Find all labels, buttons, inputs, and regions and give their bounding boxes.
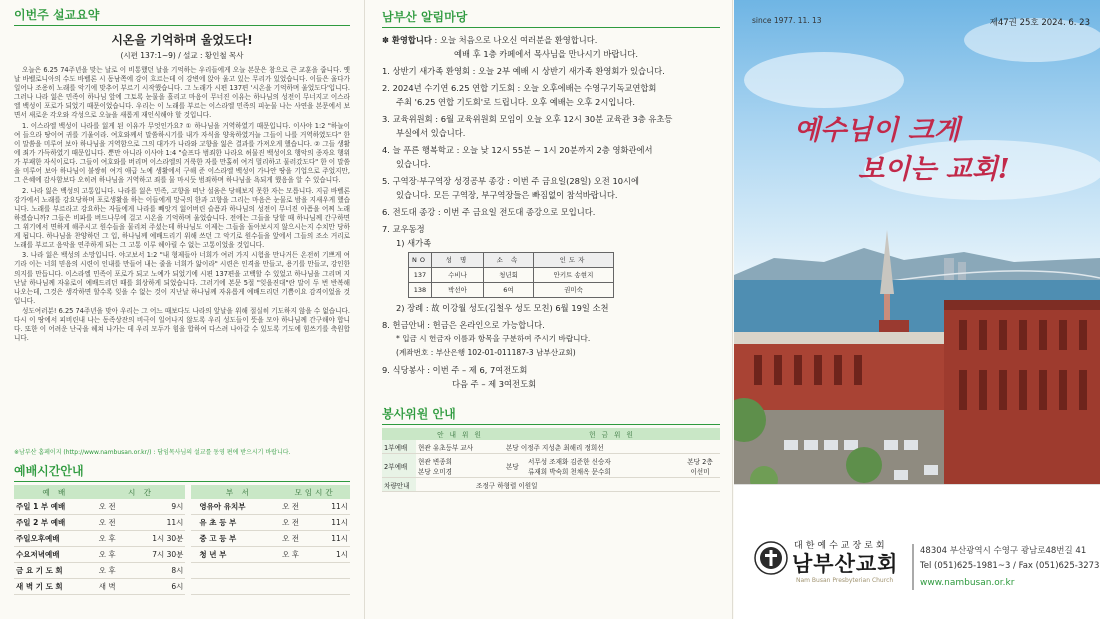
volunteers-header: 봉사위원 안내 [382,405,720,425]
worship-dtime: 11시 [315,499,350,515]
worship-dept: 청 년 부 [188,547,280,563]
col-header: 소 속 [483,253,533,268]
church-seal-icon [754,541,788,575]
col-header: 모임시간 [280,485,350,499]
notice-number: 6. [382,207,393,217]
notice-item [382,174,720,202]
worship-row [14,531,350,547]
worship-ampm: 오 전 [97,515,129,531]
sermon-paragraph: 2. 나라 잃은 백성의 고통입니다. 나라를 잃은 민족, 고향을 떠난 설움은 당해보지 못한 자는 모릅니다. 지금 바벨론 강가에서 노래를 강요당하며 포로생활을 하는 이들에게 망국의 한과 고향을 그리는 마음은 눈물로 밤을 지새우게 했습니다. 노래를 부르라고 강요하는 자들에게 나라를 빼앗겨 잃어버린 슬픔과 하나님의 성전이 무너진 아픔을 어찌 노래하겠습니까? 그들은 비파를 버드나무에 걸고 시온을 기억하며 울었습니다. 전에는 그들을 당할 때 하나님께 간구하면 그 위기에서 면하게 해주시고 원수들을 물리쳐 주셨는데 하나님도 이제는 그들을 돌아보시지 않으시는지 수치만 당하게 됩니다. 하나님을 찬양하던 그 입, 하나님께 예배드리기 위해 쓰던 그 악기로 원수들을 앞에서 그들의 조소 거리로 노래를 부르고 음악을 연주하게 되는 그 고통 이루 헤아릴 수 없는 고통이었을 것입니다. [14,186,350,249]
welcome-text-2: 예배 후 1층 카페에서 목사님을 만나시기 바랍니다. [454,49,639,59]
usher-line: 현관 변종희 [418,457,452,466]
usher-line: 본당 오미경 [418,467,452,476]
new-family-cell: 권미숙 [533,283,613,298]
cover-panel [734,0,1100,619]
funeral-notice: 2) 장례 : 故 이강월 성도(김철우 성도 모친) 6월 19일 소천 [396,303,609,313]
worship-row [14,515,350,531]
worship-name: 새 벽 기 도 회 [14,579,97,595]
col-header: 인도자 [533,253,613,268]
notice-line: 있습니다. [396,159,431,169]
worship-ampm: 오 후 [97,563,129,579]
col-header [382,428,416,440]
notice-number: 2. [382,83,393,93]
notice-text [382,81,720,95]
worship-time: 11시 [129,515,188,531]
new-family-cell: 수비나 [431,268,483,283]
worship-name: 주일 2 부 예배 [14,515,97,531]
worship-dept: 유 초 등 부 [188,515,280,531]
row-label: 2부예배 [382,454,416,478]
worship-dampm: 오 전 [280,531,315,547]
col-header: 시 간 [97,485,189,499]
new-family-row [409,283,614,298]
notice-text [382,205,720,219]
row-label: 1부예배 [382,440,416,454]
vehicle-cell: 조정구 하형렬 이원일 [416,478,720,492]
welcome-label: ✽ 환영합니다 [382,35,432,45]
denomination: 대한예수교장로회 [794,541,888,551]
worship-row [14,579,350,595]
website-link[interactable]: www.nambusan.or.kr [920,578,1015,588]
sermon-paragraph: 1. 이스라엘 백성이 나라를 잃게 된 이유가 무엇인가요? ① 하나님을 거역하였기 때문입니다. 이사야 1:2 "하늘이여 들으라 땅이여 귀를 기울이라. 여호와께서 말씀하시기를 내가 자식을 양육하였거늘 그들이 나를 거역하였도다" 한 이 말씀을 미루어 보아 하나님을 거역함으로 그의 대가가 나라와 고향을 잃은 결과를 가져오게 했습니다. ② 그들 생활에 죄가 가득하였기 때문입니다. 뿐만 아니라 이사야 1:4 "슬프다 범죄한 나라요 허물진 백성이요 행악의 종자요 행위가 부패한 자식이로다. 그들이 여호와를 버리며 이스라엘의 거룩한 자를 만홀히 여겨 멀리하고 물러갔도다" 한 이 말씀을 미루어 보아 하나님이 불쌍히 여겨 애급 노예 생활에서 구해 준 이스라엘 백성이 가나안 땅을 기업으로 주었지만, 그 은혜에 감사함보다 오히려 하나님을 거역하고 죄를 물 마시듯 범죄하며 하나님을 욕되게 했음을 알 수 있습니다. [14,121,350,185]
notice-item [382,81,720,109]
notice-item [382,205,720,219]
welcome-notice [382,33,720,61]
offering-cell [680,454,720,478]
notice-line: 있습니다. 모든 구역장, 부구역장들은 빠짐없이 참석바랍니다. [396,190,618,200]
church-name-en: Nam Busan Presbyterian Church [796,577,894,584]
notice-text [382,174,720,188]
sermon-subtitle: (시편 137:1~9) / 설교 : 황인철 목사 [120,51,244,60]
notice-item [382,112,720,140]
newfamily-label: 1) 새가족 [396,238,432,248]
notice-text [382,143,720,157]
worship-ampm: 오 후 [97,531,129,547]
notice-line: 교육위원회 : 6월 교육위원회 모임이 오늘 오후 12시 30분 교육관 3층 유초등 [392,114,673,124]
slogan-line-2: 보이는 교회! [858,154,1010,185]
worship-dept [188,563,280,579]
row-label: 차량안내 [382,478,416,492]
col-header: 부 서 [188,485,280,499]
notice-number: 5. [382,176,393,186]
notice-line: 주최 '6.25 연합 기도회'로 드립니다. 오후 예배는 오후 2시입니다. [396,97,636,107]
worship-dampm: 오 전 [280,499,315,515]
sermon-panel [0,0,365,619]
notice-line: 늘 푸른 행복학교 : 오늘 낮 12시 55분 ~ 1시 20분까지 2층 영화관에서 [392,145,653,155]
new-family-cell: 박선아 [431,283,483,298]
offering-cell: 본당 이정주 지성춘 최해리 정희선 [504,440,720,454]
notice-item: 7. 교우동정 [382,224,425,234]
worship-ampm: 새 벽 [97,579,129,595]
worship-dtime: 11시 [315,515,350,531]
issue-info: 제47권 25호 2024. 6. 23 [989,18,1090,28]
usher-cell: 현관 유초등부 교사 [416,440,504,454]
usher-cell [416,454,504,478]
worship-name: 수요저녁예배 [14,547,97,563]
notice-text [382,64,720,78]
new-family-cell: 138 [409,283,432,298]
worship-time: 9시 [129,499,188,515]
worship-dept: 영유아 유치부 [188,499,280,515]
offering-line: 이선미 [690,467,710,476]
worship-dampm [280,563,315,579]
worship-time: 7시 30분 [129,547,188,563]
col-header: 안 내 위 원 [416,428,504,440]
notices-header: 남부산 알림마당 [382,8,720,28]
new-family-row [409,268,614,283]
col-header: 예 배 [14,485,97,499]
worship-table [14,485,350,595]
new-family-cell: 6여 [483,283,533,298]
notice-item-cont: 다음 주 – 제 3여전도회 [452,379,537,389]
notice-line: 부실에서 있습니다. [396,128,466,138]
volunteers-table [382,428,720,492]
notice-line: 구역장·부구역장 성경공부 종강 : 이번 주 금요일(28일) 오전 10시에 [392,176,640,186]
notice-item [382,64,720,78]
notice-item: 8. 헌금안내 : 헌금은 온라인으로 가능합니다. [382,320,545,330]
worship-time: 1시 30분 [129,531,188,547]
offering-line: 서무성 조재화 김준한 신승자 [528,457,611,466]
sermon-paragraph: 오늘은 6.25 74주년을 맞는 날로 이 비통했던 날을 기억하는 우리들에게 오늘 본문은 참으로 큰 교훈을 줍니다. 옛날 바벨로니아의 수도 바벨론 시 동남쪽에 강이 흐르는데 이 강변에 앉아 울고 있는 무리가 있었습니다. 이들은 울다가 일어나 조용히 노래를 악기에 맞추어 부르기 시작했습니다. 그 노래가 시편 137편 '시온을 기억하며 울었도다'입니다. 그러나 나라 잃은 민족이 하나님 앞에 그토록 눈물을 흘리고 마음이 무너진 이유는 하나님의 성전이 무너지고 이스라엘 백성이 포로가 되었기 때문이었습니다. 우리는 이 노래를 부르는 이스라엘 민족의 피눈물 나는 사연을 본문에서 보면서 새로운 각오와 각성으로 오늘을 새롭게 재인식해야 할 것입니다. [14,66,350,120]
worship-row [14,563,350,579]
sermon-paragraph: 성도여러분! 6.25 74주년을 맞아 우리는 그 어느 때보다도 나라의 앞날을 위해 절실히 기도하지 않을 수 없습니다. 다시 이 땅에서 피비린내 나는 동족상잔의 비극이 일어나지 않도록 우리 성도들이 뜻을 모아 하나님께 간구해야 합니다. 또한 이 어려운 난국을 헤쳐 나가는 데 우리 모두가 힘을 합하여 다스려 나아갈 수 있도록 기도에 힘쓰기를 축원합니다. [14,307,350,343]
worship-dtime [315,563,350,579]
notice-text [382,112,720,126]
worship-name: 주일오후예배 [14,531,97,547]
worship-time: 8시 [129,563,188,579]
new-family-table [408,252,614,298]
homepage-note[interactable]: ※남부산 홈페이지 (http://www.nambusan.or.kr/) : 담임목사님의 설교를 동영 편에 받으시기 바랍니다. [14,449,291,456]
worship-row [14,547,350,563]
worship-dept: 중 고 등 부 [188,531,280,547]
sermon-title: 시온을 기억하며 울었도다! [111,33,253,47]
col-header: NO [409,253,432,268]
phone-fax: Tel (051)625-1981~3 / Fax (051)625-3273 [920,561,1100,571]
offering-line: 본당 2층 [687,457,713,466]
welcome-text: : 오늘 처음으로 나오신 여러분을 환영합니다. [431,35,598,45]
notice-item: 9. 식당봉사 : 이번 주 – 제 6, 7여전도회 [382,365,528,375]
offering-line: 류재희 박숙희 천채옥 문수희 [528,467,611,476]
notice-number: 4. [382,145,393,155]
address: 48304 부산광역시 수영구 광남로48번길 41 [920,546,1087,556]
worship-dtime: 11시 [315,531,350,547]
offering-cell [526,454,680,478]
notice-number: 1. [382,66,393,76]
church-photo [734,0,1100,500]
worship-row [14,499,350,515]
notice-line: 상반기 새가족 환영회 : 오늘 2부 예배 시 상반기 새가족 환영회가 있습니다. [392,66,665,76]
sermon-body [14,66,350,444]
notice-item [382,143,720,171]
worship-time: 6시 [129,579,188,595]
new-family-cell: 안키트 송현지 [533,268,613,283]
offering-location: 본당 [504,454,526,478]
notice-number: 3. [382,114,393,124]
since-date: since 1977. 11. 13 [752,16,822,25]
divider [912,544,914,590]
worship-dampm: 오 전 [280,515,315,531]
col-header: 헌 금 위 원 [504,428,720,440]
worship-ampm: 오 후 [97,547,129,563]
worship-dtime [315,579,350,595]
worship-dept [188,579,280,595]
worship-dampm: 오 후 [280,547,315,563]
worship-header: 예배시간안내 [14,462,350,482]
new-family-cell: 137 [409,268,432,283]
worship-ampm: 오 전 [97,499,129,515]
worship-name: 주일 1 부 예배 [14,499,97,515]
bank-account: (계좌번호 : 부산은행 102-01-011187-3 남부산교회) [396,348,576,357]
notice-line: 2024년 수기연 6.25 연합 기도회 : 오늘 오후에배는 수영구기독교연합회 [392,83,657,93]
col-header: 성 명 [431,253,483,268]
new-family-cell: 청년회 [483,268,533,283]
sermon-paragraph: 3. 나라 잃은 백성의 소망입니다. 야고보서 1:2 "내 형제들아 너희가 여러 가지 시험을 만나거든 온전히 기쁘게 여기라 이는 너희 믿음의 시련이 인내를 만들어 내는 줄을 너희가 앎이라" 시련은 인격을 만들고, 용기를 만들고, 강인한 의지를 만듭니다. 이스라엘 민족이 포로가 되고 노예가 되었기에 시편 137편을 고백할 수 있었고 하나님을 그리며 지난날 하나님께 자유로이 예배드리던 때를 회상하게 되었습니다. 그러기에 본문 5절 "잊을진대"란 말이 두 번 반복해 나오는데, 그것은 생각하면 할수록 잊을 수 없는 것이 지난날 하나님께 자유롭게 예배드리던 기쁨이요 감격이었을 것입니다. [14,251,350,305]
worship-dampm [280,579,315,595]
offering-note: * 입금 시 헌금자 이름과 항목을 구분하여 주시기 바랍니다. [396,334,591,343]
notices-panel [366,0,733,619]
worship-dtime: 1시 [315,547,350,563]
notice-line: 전도대 종강 : 이번 주 금요일 전도대 종강으로 모입니다. [392,207,596,217]
sermon-header: 이번주 설교요약 [14,6,350,26]
church-name: 남부산교회 [792,552,899,576]
notice-list [382,33,720,391]
slogan-line-1: 예수님이 크게 [794,115,960,146]
worship-name: 금 요 기 도 회 [14,563,97,579]
